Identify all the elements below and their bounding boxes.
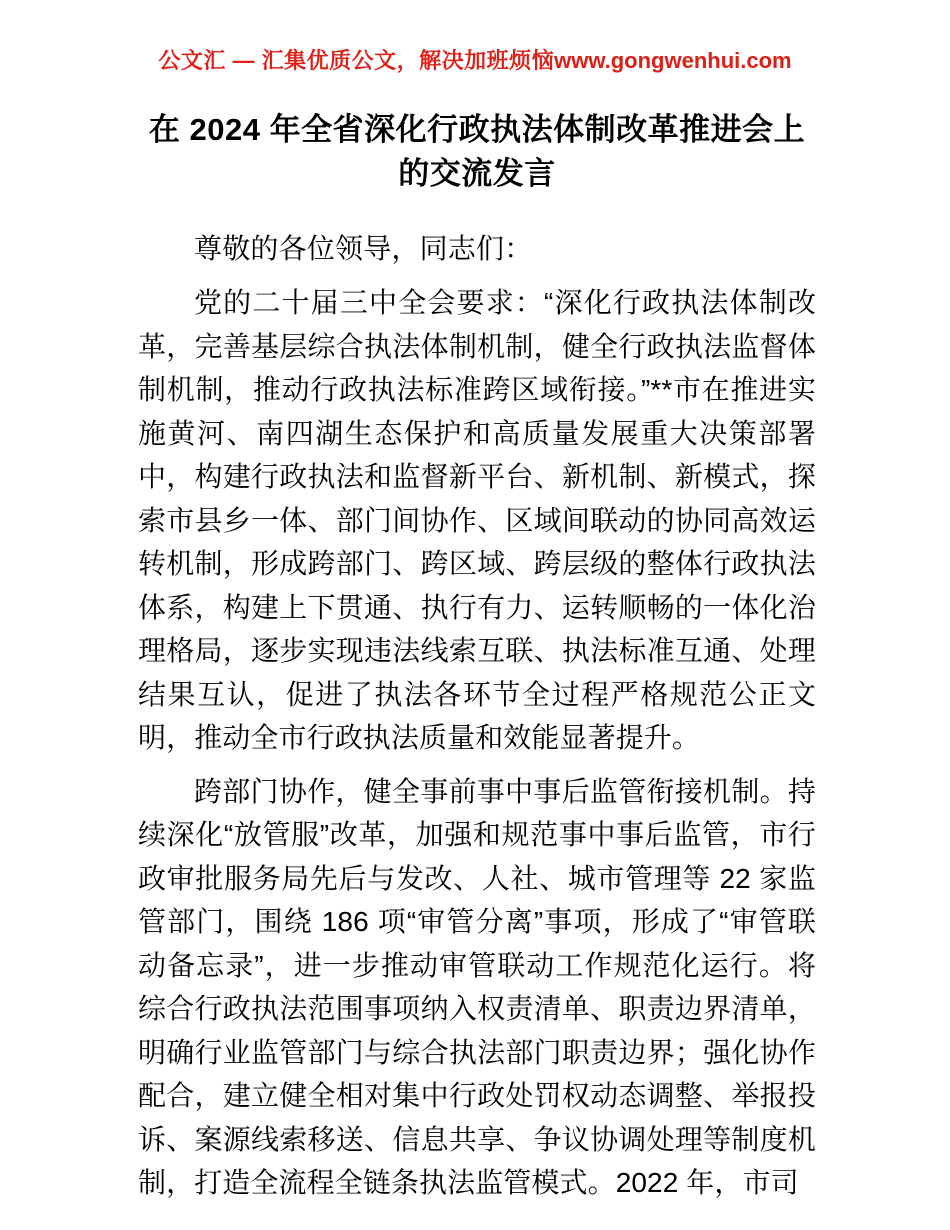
spacer-after-salutation [138,271,816,281]
salutation-line: 尊敬的各位领导，同志们： [194,233,533,264]
body-paragraph-1: 党的二十届三中全会要求：“深化行政执法体制改革，完善基层综合执法体制机制，健全行政执法监督体制机制，推动行政执法标准跨区域衔接。”**市在推进实施黄河、南四湖生态保护和高质量发展重大决策部署中，构建行政执法和监督新平台、新机制、新模式，探索市县乡一体、部门间协作、区域间联动的协同高效运转机制，形成跨部门、跨区域、跨层级的整体行政执法体系，构建上下贯通、执行有力、运转顺畅的一体化治理格局，逐步实现违法线索互联、执法标准互通、处理结果互认，促进了执法各环节全过程严格规范公正文明，推动全市行政执法质量和效能显著提升。 [138,287,816,753]
document-title: 在 2024 年全省深化行政执法体制改革推进会上的交流发言 [148,112,806,191]
watermark-site-url: www.gongwenhui.com [554,48,792,73]
body-paragraph-2: 跨部门协作，健全事前事中事后监管衔接机制。持续深化“放管服”改革，加强和规范事中事后监管，市行政审批服务局先后与发改、人社、城市管理等 22 家监管部门，围绕 186 项“审管分离”事项，形成了“审管联动备忘录”，进一步推动审管联动工作规范化运行。将综合行政执法范围事项纳入权责清单、职责边界清单，明确行业监管部门与综合执法部门职责边界；强化协作配合，建立健全相对集中行政处罚权动态调整、举报投诉、案源线索移送、信息共享、争议协调处理等制度机制，打造全流程全链条执法监管模式。2022 年，市司 [138,775,816,1198]
spacer-between-paragraphs [138,760,816,770]
document-body [138,108,816,1205]
spacer-after-title [138,212,816,227]
watermark-header [0,48,950,74]
watermark-brand-text: 公文汇 — 汇集优质公文，解决加班烦恼 [158,48,555,73]
